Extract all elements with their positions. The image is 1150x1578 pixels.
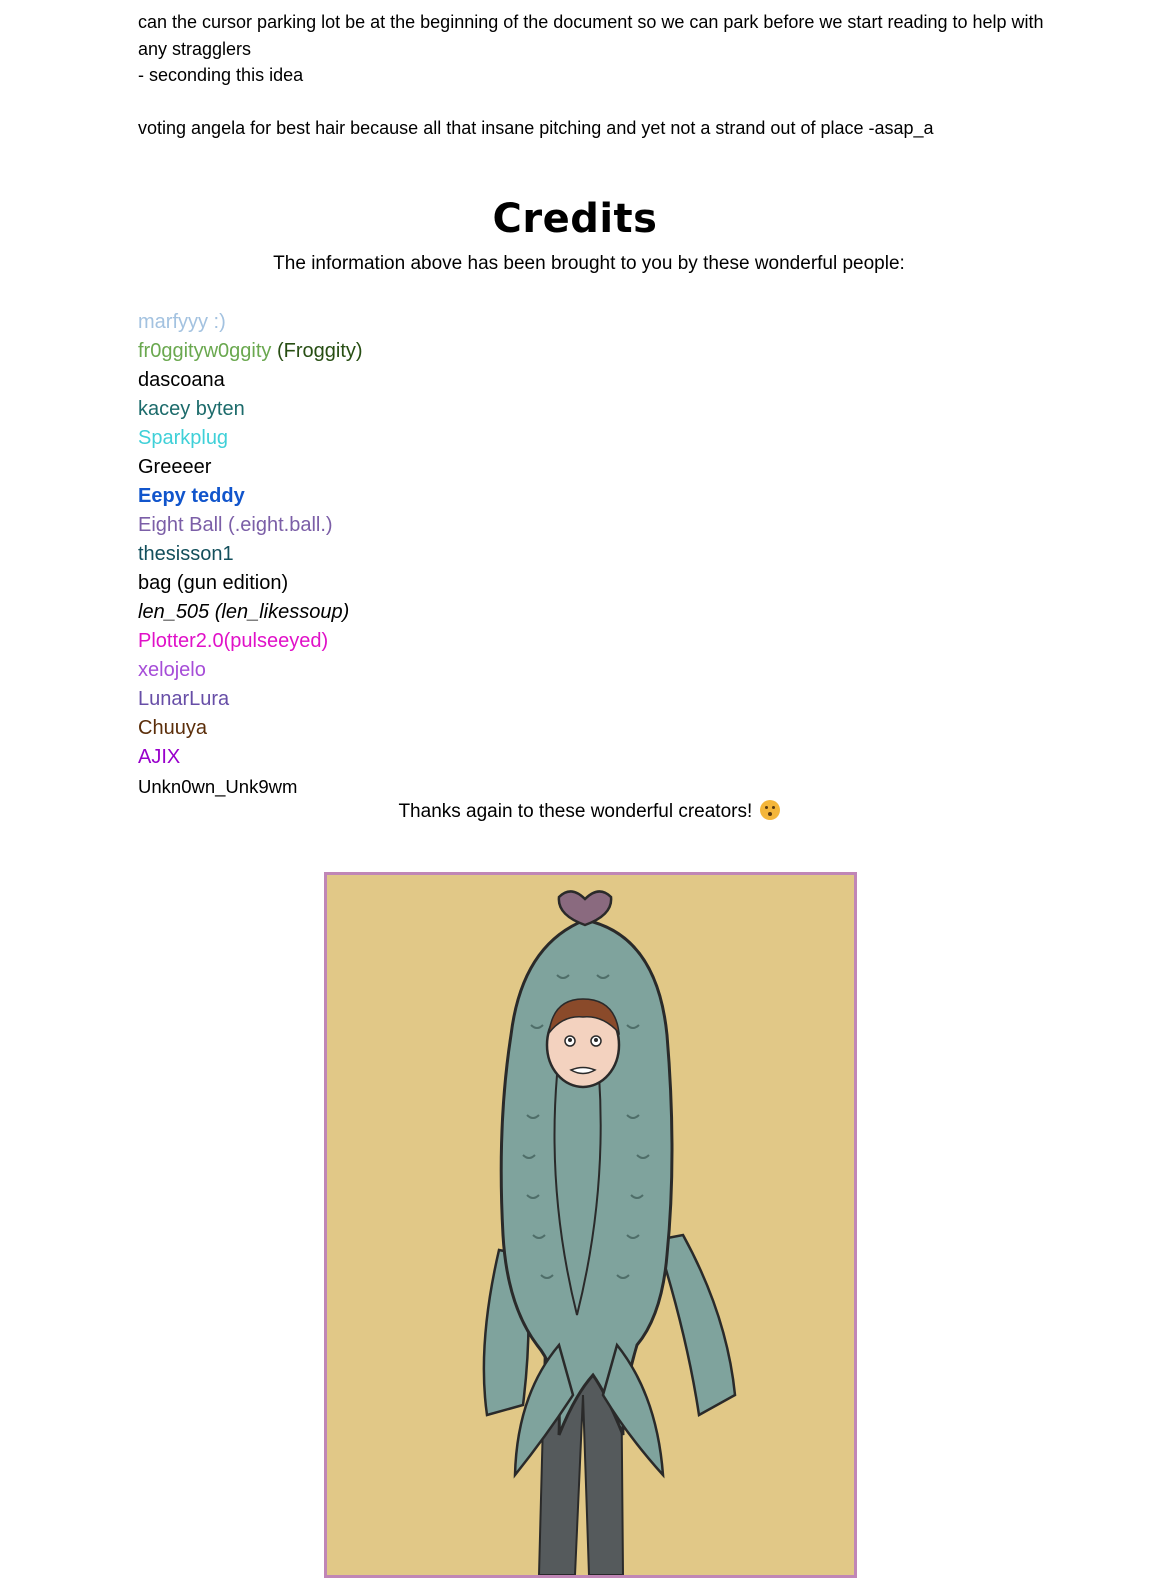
credit-name: Plotter2.0(pulseeyed) (138, 630, 329, 652)
credit-chuuya (138, 714, 363, 743)
thanks-text: Thanks again to these wonderful creators! (398, 801, 753, 822)
fish-costume-drawing (327, 875, 854, 1575)
credit-name: bag (gun edition) (138, 572, 289, 594)
credit-name: Eepy teddy (138, 485, 245, 507)
credit-eight-ball (138, 511, 363, 540)
credit-marfyyy (138, 308, 363, 337)
credit-ajix (138, 743, 363, 772)
credits-list (138, 308, 363, 801)
credit-froggity (138, 337, 363, 366)
thanks-line (0, 800, 1150, 823)
notes-section (138, 9, 1058, 142)
credit-plotter (138, 627, 363, 656)
note-cursor-parking: can the cursor parking lot be at the beginning of the document so we can park before we start reading to help with any stragglers (138, 12, 1044, 59)
credit-name: Unkn0wn_Unk9wm (138, 776, 298, 797)
credits-title: Credits (492, 196, 658, 242)
credit-name: thesisson1 (138, 543, 234, 565)
credit-dascoana (138, 366, 363, 395)
credit-name: dascoana (138, 369, 225, 391)
left-pupil (568, 1038, 572, 1042)
credit-name: LunarLura (138, 688, 230, 710)
fish-costume-illustration (324, 872, 857, 1578)
dorsal-fin (559, 891, 611, 925)
note-seconding: - seconding this idea (138, 65, 304, 85)
credit-name: marfyyy :) (138, 311, 226, 333)
right-pupil (594, 1038, 598, 1042)
credit-name: Sparkplug (138, 427, 229, 449)
credits-subtitle: The information above has been brought to you by these wonderful people: (273, 253, 905, 274)
credit-name: AJIX (138, 746, 181, 768)
credit-greeeer (138, 453, 363, 482)
credit-bag (138, 569, 363, 598)
credit-unknown (138, 772, 363, 801)
credit-name: fr0ggityw0ggity (138, 340, 272, 362)
credit-kacey-byten (138, 395, 363, 424)
credit-eepy-teddy (138, 482, 363, 511)
credit-name: kacey byten (138, 398, 245, 420)
credit-name: xelojelo (138, 659, 206, 681)
note-best-hair: voting angela for best hair because all that insane pitching and yet not a strand out of place -asap_a (138, 118, 934, 138)
credit-xelojelo (138, 656, 363, 685)
credit-name: Eight Ball (.eight.ball.) (138, 514, 333, 536)
paragraph-gap (138, 89, 1058, 116)
credit-len-505 (138, 598, 363, 627)
credit-thesisson1 (138, 540, 363, 569)
credit-alias: (Froggity) (271, 340, 363, 362)
credit-name: len_505 (len_likessoup) (138, 601, 350, 623)
credit-name: Greeeer (138, 456, 212, 478)
credit-name: Chuuya (138, 717, 207, 739)
credit-lunarlura (138, 685, 363, 714)
right-sleeve (657, 1235, 735, 1415)
credit-sparkplug (138, 424, 363, 453)
hushed-face-icon (760, 800, 780, 820)
